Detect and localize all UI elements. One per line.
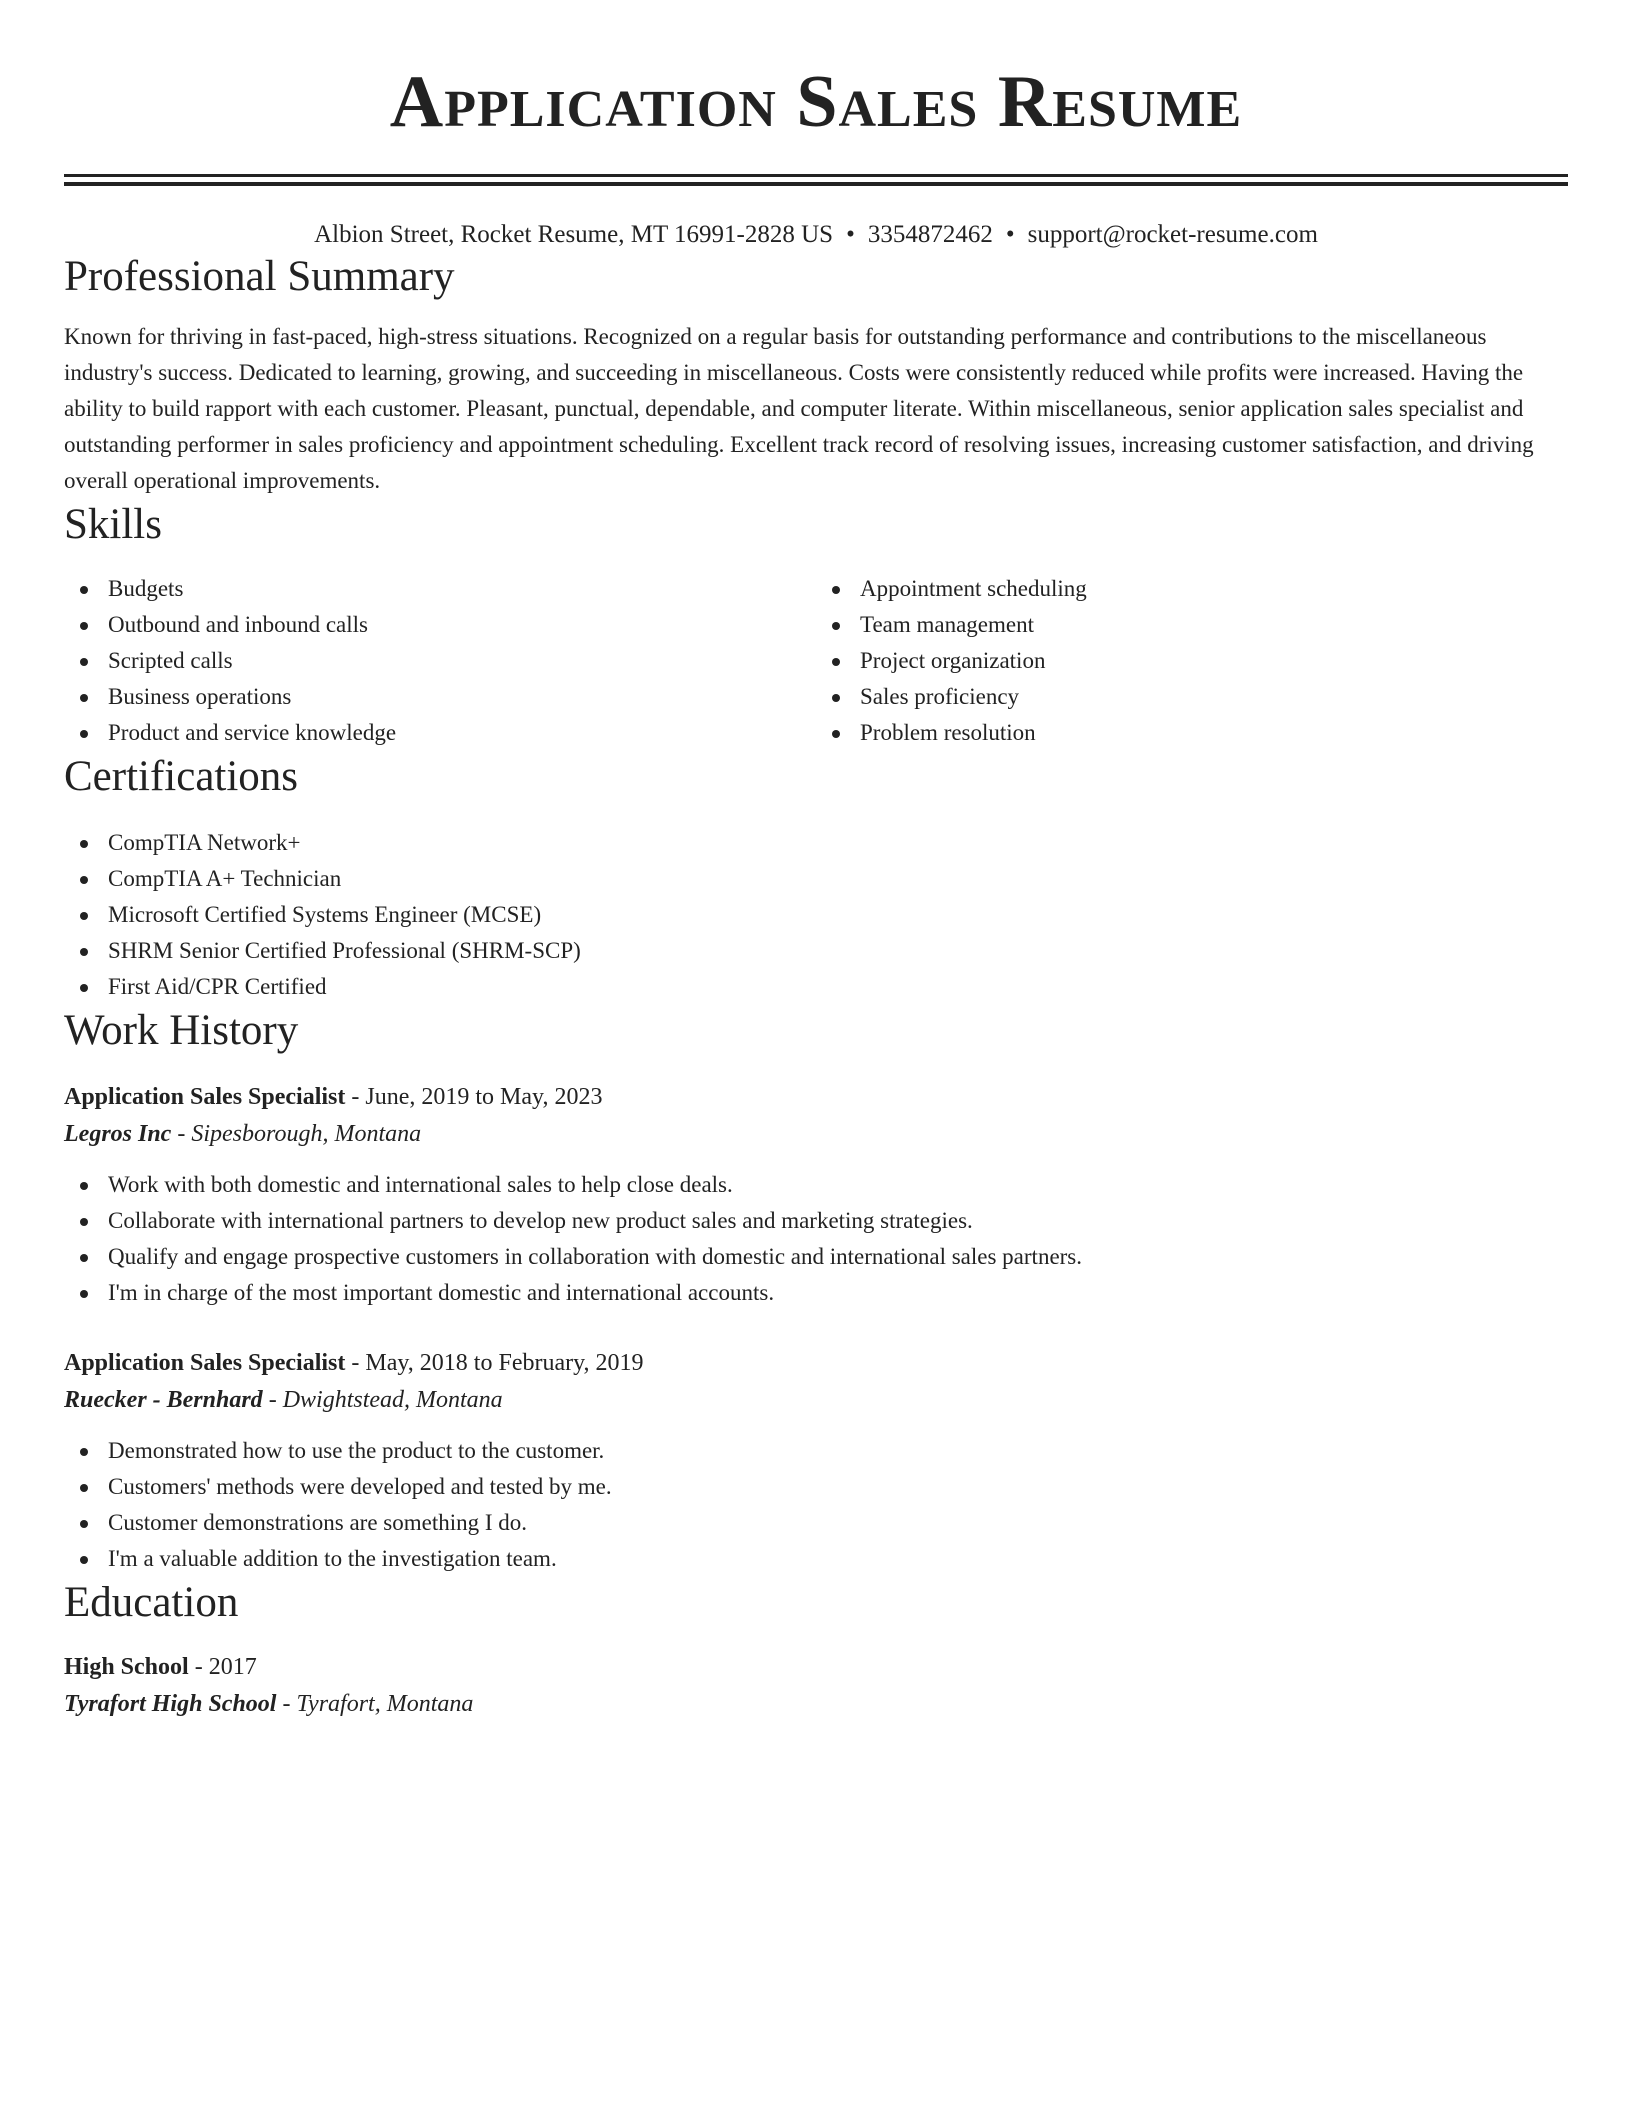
job-bullet: Customer demonstrations are something I do. [64,1505,1568,1541]
title-divider [64,174,1568,186]
skill-item: Team management [816,607,1568,643]
job-bullet: Customers' methods were developed and tested by me. [64,1469,1568,1505]
job-title-line: Application Sales Specialist - May, 2018 to February, 2019 [64,1350,644,1376]
job-bullets [64,1433,1568,1577]
job-title: Application Sales Specialist [64,1350,346,1376]
company-line: Legros Inc - Sipesborough, Montana [64,1121,422,1147]
skills-list-right [816,571,1568,751]
resume-title: Application Sales Resume [389,61,1243,143]
certifications-heading: Certifications [64,753,299,800]
summary-section [64,251,1568,499]
certifications-section [64,751,1568,1005]
education-heading: Education [64,1579,239,1626]
company-location: Dwightstead, Montana [282,1387,503,1413]
job-dates: May, 2018 to February, 2019 [365,1350,644,1376]
school-line: Tyrafort High School - Tyrafort, Montana [64,1691,474,1717]
job-entry [64,1079,1568,1311]
contact-phone: 3354872462 [867,221,993,248]
skill-item: Appointment scheduling [816,571,1568,607]
skills-heading: Skills [64,501,162,548]
school-name: Tyrafort High School [64,1691,277,1717]
job-bullet: Work with both domestic and international sales to help close deals. [64,1167,1568,1203]
skill-item: Problem resolution [816,715,1568,751]
job-entry [64,1345,1568,1577]
company-location: Sipesborough, Montana [191,1121,422,1147]
work-history-heading: Work History [64,1007,299,1054]
summary-text: Known for thriving in fast-paced, high-stress situations. Recognized on a regular basis for outstanding performance and contributions to the miscellaneous industry's success. Dedicated to learning, growing, and succeeding in miscellaneous. Costs were consistently reduced while profits were increased. Having the ability to build rapport with each customer. Pleasant, punctual, dependable, and computer literate. Within miscellaneous, senior application sales specialist and outstanding performer in sales proficiency and appointment scheduling. Excellent track record of resolving issues, increasing customer satisfaction, and driving overall operational improvements. [64,324,1534,493]
skill-item: Business operations [64,679,816,715]
graduation-year: 2017 [208,1654,257,1680]
work-history-section [64,1005,1568,1577]
job-dates: June, 2019 to May, 2023 [365,1084,603,1110]
skill-item: Scripted calls [64,643,816,679]
contact-separator: • [846,221,855,248]
skill-item: Project organization [816,643,1568,679]
skill-item: Sales proficiency [816,679,1568,715]
school-location: Tyrafort, Montana [296,1691,474,1717]
degree: High School [64,1654,189,1680]
certification-item: CompTIA Network+ [64,825,1568,861]
skills-list-left [64,571,816,751]
certification-item: CompTIA A+ Technician [64,861,1568,897]
job-bullet: Qualify and engage prospective customers in collaboration with domestic and international sales partners. [64,1239,1568,1275]
skill-item: Product and service knowledge [64,715,816,751]
job-bullet: Demonstrated how to use the product to the customer. [64,1433,1568,1469]
job-bullet: I'm in charge of the most important domestic and international accounts. [64,1275,1568,1311]
job-bullets [64,1167,1568,1311]
company-line: Ruecker - Bernhard - Dwightstead, Montana [64,1387,503,1413]
degree-line: High School - 2017 [64,1654,257,1680]
job-title: Application Sales Specialist [64,1084,346,1110]
skill-item: Outbound and inbound calls [64,607,816,643]
skills-section [64,499,1568,751]
contact-address: Albion Street, Rocket Resume, MT 16991-2828 US [314,221,834,248]
skills-column-right [816,571,1568,751]
job-bullet: I'm a valuable addition to the investigation team. [64,1541,1568,1577]
education-entry [64,1649,1568,1723]
summary-heading: Professional Summary [64,253,455,300]
contact-email: support@rocket-resume.com [1027,221,1318,248]
skills-column-left [64,571,816,751]
job-title-line: Application Sales Specialist - June, 2019 to May, 2023 [64,1084,603,1110]
certification-item: SHRM Senior Certified Professional (SHRM-SCP) [64,933,1568,969]
company-name: Legros Inc [64,1121,172,1147]
skills-grid [64,571,1568,751]
certifications-list [64,825,1568,1005]
contact-line [64,219,1568,251]
contact-separator: • [1005,221,1015,248]
education-section [64,1577,1568,1723]
job-bullet: Collaborate with international partners to develop new product sales and marketing strategies. [64,1203,1568,1239]
skill-item: Budgets [64,571,816,607]
certification-item: Microsoft Certified Systems Engineer (MCSE) [64,897,1568,933]
certification-item: First Aid/CPR Certified [64,969,1568,1005]
company-name: Ruecker - Bernhard [64,1387,263,1413]
